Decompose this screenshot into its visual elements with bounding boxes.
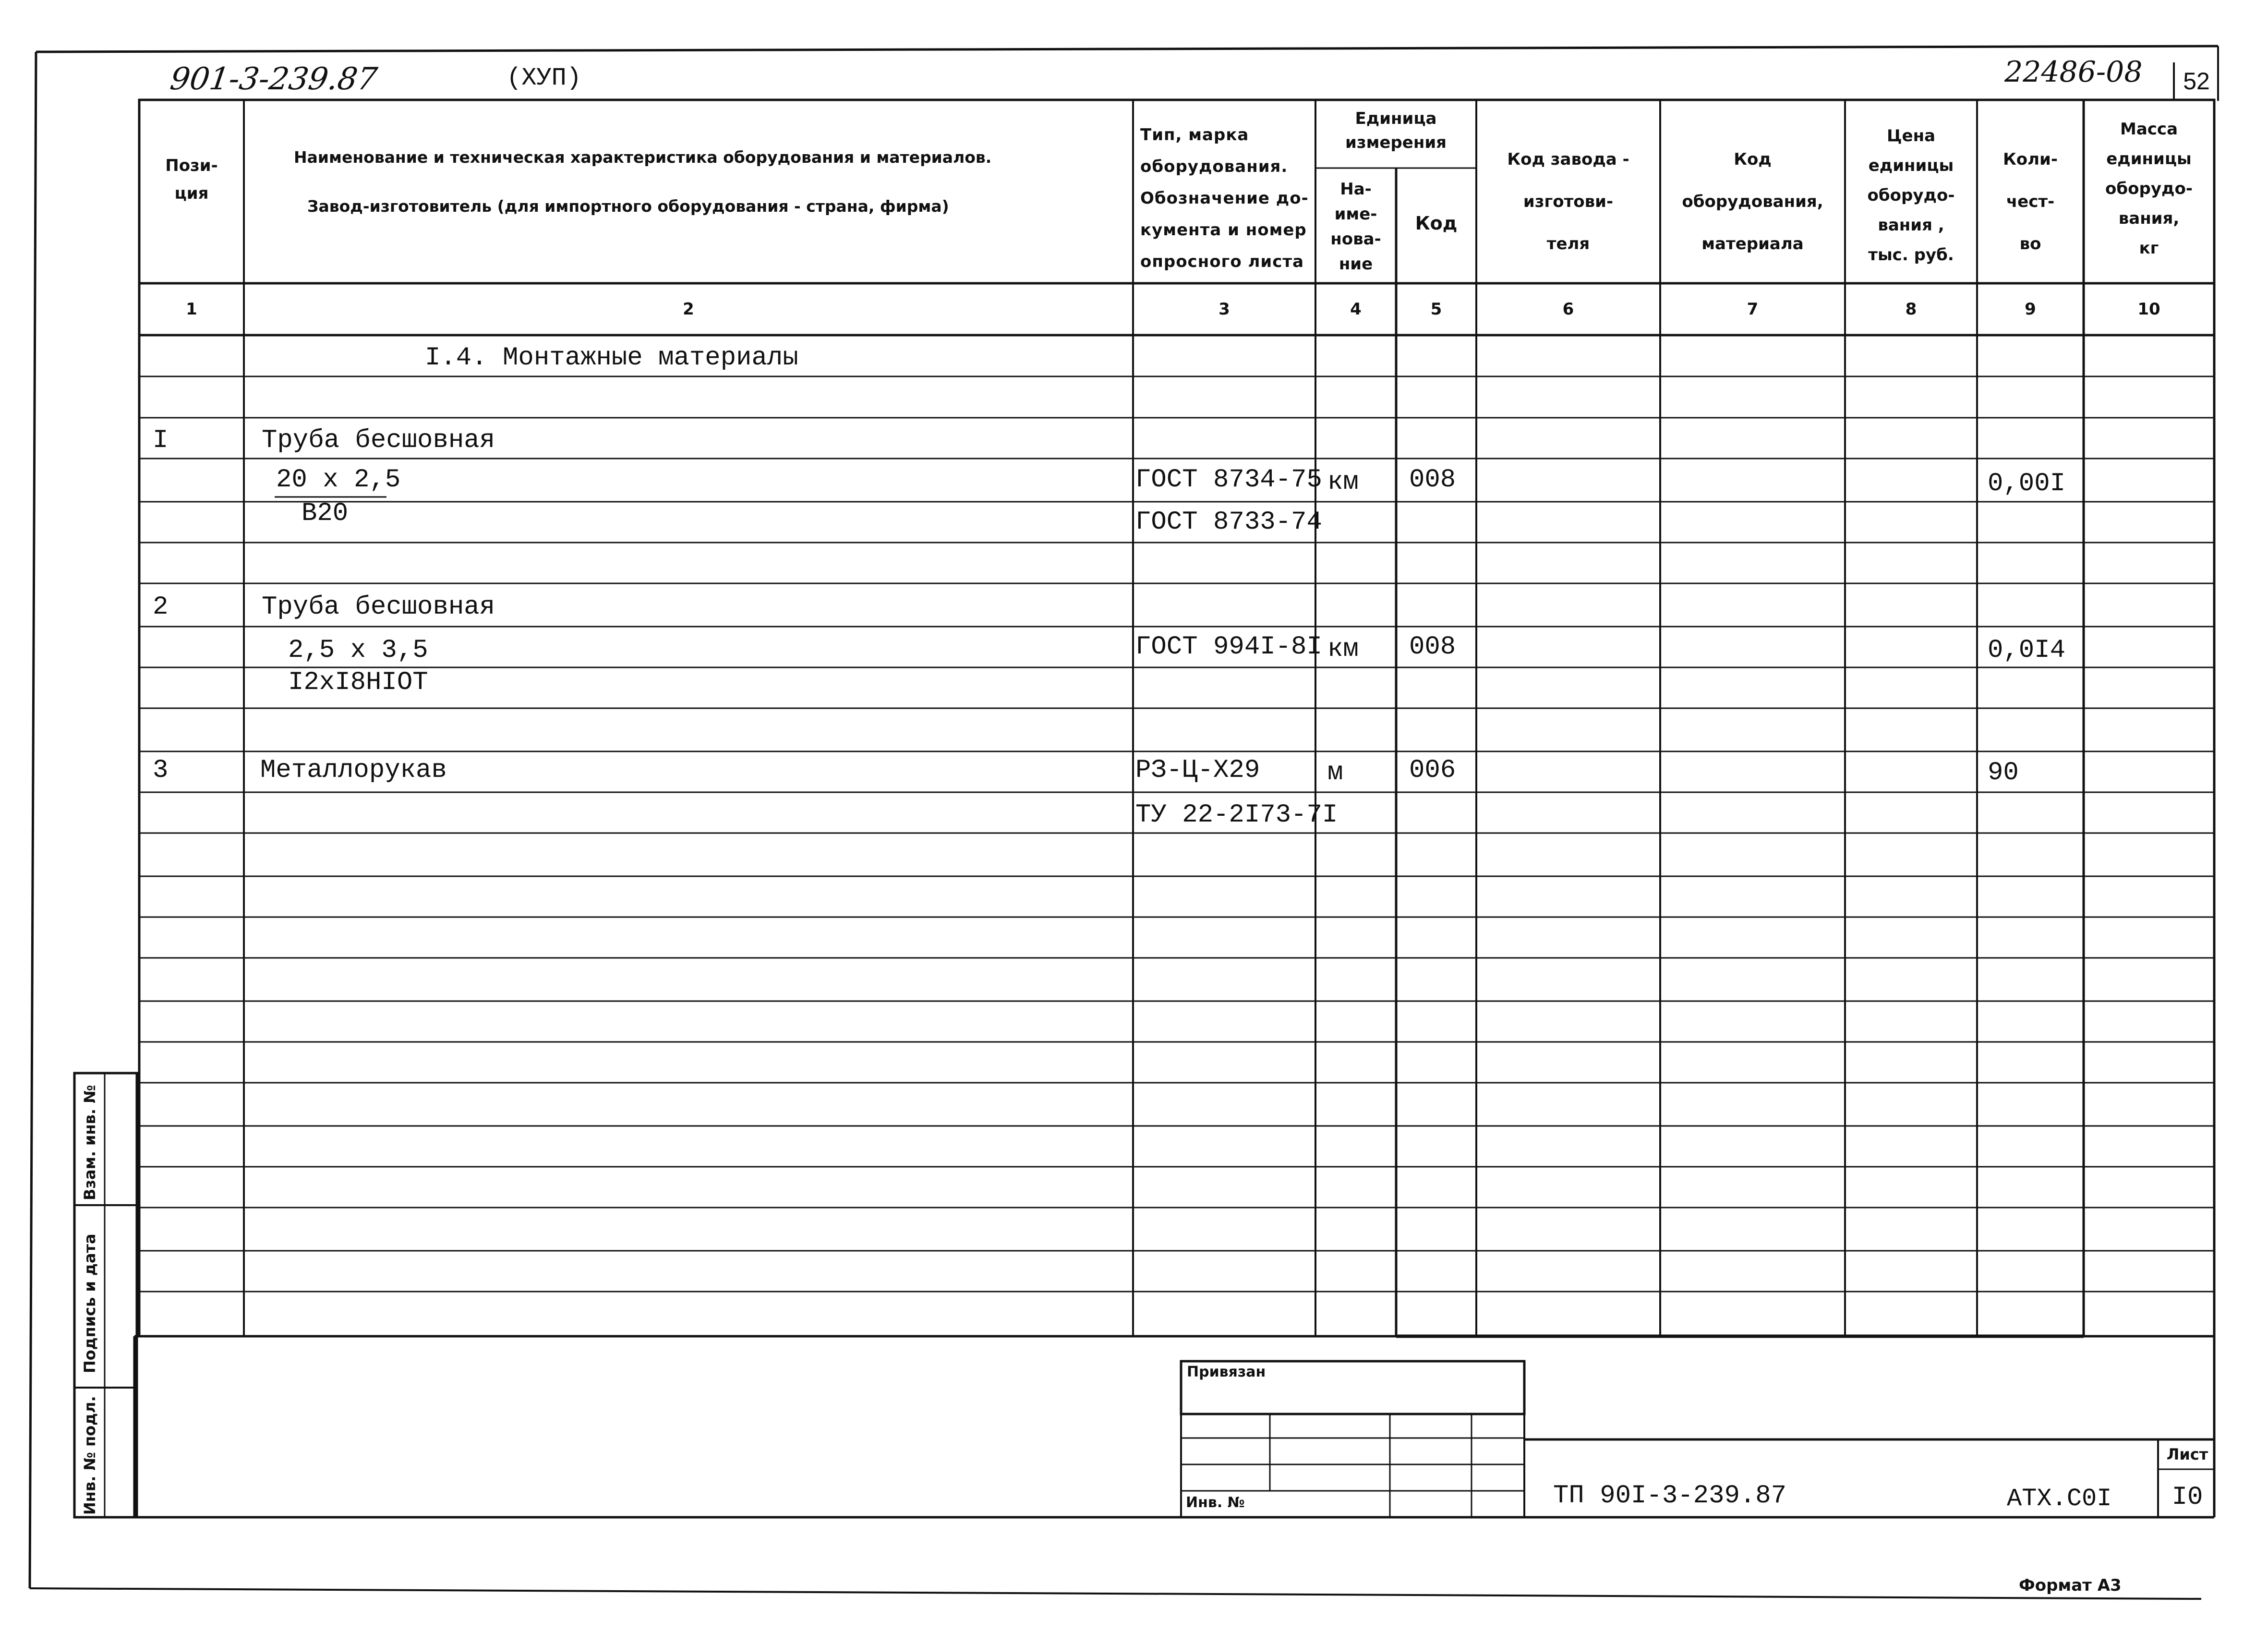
header-equipment-code: Код оборудования, материала xyxy=(1682,150,1823,254)
header-quantity: Коли- чест- во xyxy=(2003,150,2058,254)
sheet-label: Лист xyxy=(2166,1445,2208,1463)
item2-code: 008 xyxy=(1409,632,1456,662)
item2-qty: 0,0I4 xyxy=(1988,636,2066,665)
item1-unit: км xyxy=(1327,468,1359,497)
side-stamp-inv-podl: Инв. № подл. xyxy=(81,1396,99,1515)
col-number-3: 3 xyxy=(1218,300,1230,319)
section-number: (ХУП) xyxy=(507,64,582,92)
inv-no-label: Инв. № xyxy=(1186,1494,1245,1511)
format-label: Формат А3 xyxy=(2019,1576,2122,1595)
item2-position: 2 xyxy=(153,592,169,622)
item2-doc1: ГОСТ 994I-8I xyxy=(1135,632,1322,662)
header-unit-group: Единица измерения xyxy=(1345,109,1447,152)
item1-name: Труба бесшовная xyxy=(262,426,495,455)
item2-name: Труба бесшовная xyxy=(262,592,495,622)
item2-grade: I2хI8HIOT xyxy=(288,668,428,697)
header-unit-mass: Масса единицы оборудо- вания, кг xyxy=(2105,120,2193,258)
item3-code: 006 xyxy=(1409,756,1456,785)
section-title: I.4. Монтажные материалы xyxy=(425,343,798,373)
item1-position: I xyxy=(153,426,169,455)
project-designation: ТП 90I-3-239.87 xyxy=(1553,1481,1787,1511)
drawing-code: АТХ.С0I xyxy=(2007,1485,2112,1513)
item3-name: Металлорукав xyxy=(260,756,447,785)
privyazan-label: Привязан xyxy=(1187,1364,1266,1380)
col-number-6: 6 xyxy=(1562,300,1574,319)
header-position: Пози- ция xyxy=(165,156,218,203)
col-number-9: 9 xyxy=(2025,300,2036,319)
item1-size: 20 х 2,5 xyxy=(276,465,401,495)
item1-doc1: ГОСТ 8734-75 xyxy=(1135,465,1322,495)
header-type-mark: Тип, марка оборудования. Обозначение до- кумента и номер опросного листа xyxy=(1140,125,1309,271)
side-stamp-vzam: Взам. инв. № xyxy=(81,1085,99,1200)
item2-unit: км xyxy=(1327,635,1359,664)
item1-qty: 0,00I xyxy=(1988,469,2066,498)
col-number-1: 1 xyxy=(186,300,197,319)
col-number-5: 5 xyxy=(1430,300,1442,319)
item3-doc2: ТУ 22-2I73-7I xyxy=(1135,800,1338,830)
col-number-8: 8 xyxy=(1905,300,1917,319)
page-number: 52 xyxy=(2183,68,2210,95)
item1-code: 008 xyxy=(1409,465,1456,495)
col-number-2: 2 xyxy=(683,300,694,319)
side-stamp-podpis: Подпись и дата xyxy=(81,1233,99,1373)
item3-unit: м xyxy=(1327,758,1343,787)
item3-doc1: РЗ-Ц-Х29 xyxy=(1135,756,1260,785)
header-name-line2: Завод-изготовитель (для импортного оборудования - страна, фирма) xyxy=(307,197,949,216)
item2-size: 2,5 х 3,5 xyxy=(288,636,428,665)
header-unit-price: Цена единицы оборудо- вания , тыс. руб. xyxy=(1867,126,1955,265)
header-unit-code: Код xyxy=(1415,213,1458,234)
item3-position: 3 xyxy=(153,756,169,785)
header-unit-name: На- име- нова- ние xyxy=(1330,180,1381,274)
col-number-10: 10 xyxy=(2137,300,2160,319)
inventory-number-handwritten: 22486-08 xyxy=(2004,55,2143,89)
item1-grade: В20 xyxy=(302,499,349,528)
header-factory-code: Код завода - изготови- теля xyxy=(1507,150,1629,254)
doc-code-handwritten: 901-3-239.87 xyxy=(168,61,380,97)
col-number-4: 4 xyxy=(1350,300,1362,319)
header-name-line1: Наименование и техническая характеристика оборудования и материалов. xyxy=(294,148,992,167)
item1-doc2: ГОСТ 8733-74 xyxy=(1135,508,1322,537)
item3-qty: 90 xyxy=(1988,758,2019,787)
col-number-7: 7 xyxy=(1747,300,1759,319)
sheet-number: I0 xyxy=(2171,1483,2203,1512)
